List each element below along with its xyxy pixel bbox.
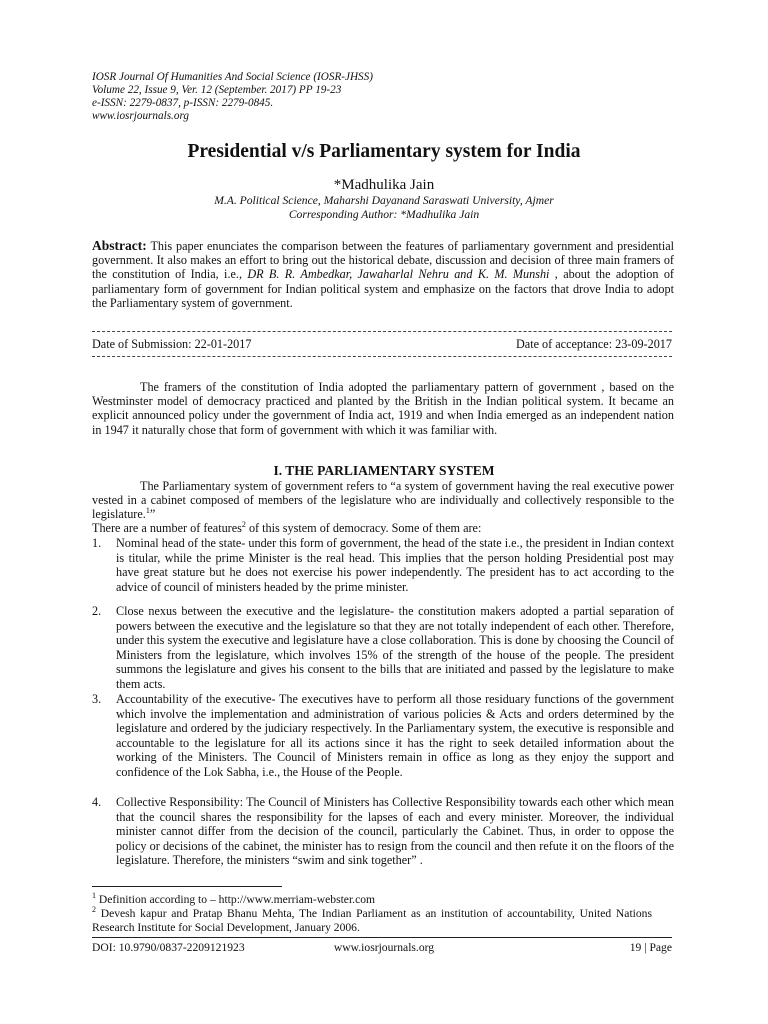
abstract xyxy=(92,239,674,310)
footnote-ref-1[interactable]: 1 xyxy=(145,506,150,516)
author-name: *Madhulika Jain xyxy=(333,177,435,193)
journal-volume: Volume 22, Issue 9, Ver. 12 (September. 2017) PP 19-23 xyxy=(92,84,342,96)
definition-close-quote: ” xyxy=(149,507,156,522)
submission-date: Date of Submission: 22-01-2017 xyxy=(92,337,252,351)
list-item-text: Close nexus between the executive and the legislature- the constitution makers adopted a partial separation of powers between the executive and the legislature so that they are not totally independent of each other. Therefore, under this system the executive and legislature have a close collaboration. This is done by choosing the Council of Ministers from the legislature, which involves 15% of the strength of the house of the people. The president summons the legislature and gives his consent to the bills that are initiated and passed by the legislature to make them acts. xyxy=(116,604,674,691)
features-list xyxy=(92,536,674,868)
footnote-1-text[interactable]: Definition according to – http://www.merriam-webster.com xyxy=(96,893,376,906)
list-item-text: Collective Responsibility: The Council of Ministers has Collective Responsibility towards each other which mean that the council shares the responsibility for the lapses of each and every minister. Moreover, the individual minister cannot differ from the decision of the council, particularly the Cabinet. Thus, in order to oppose the policy or decisions of the cabinet, the minister has to resign from the council and then refute it on the floors of the legislature. Therefore, the ministers “swim and sink together” . xyxy=(116,795,674,868)
abstract-framers: DR B. R. Ambedkar, Jawaharlal Nehru and K. M. Munshi xyxy=(247,267,550,282)
journal-website[interactable]: www.iosrjournals.org xyxy=(92,110,189,122)
author-affiliation: M.A. Political Science, Maharshi Dayanand Saraswati University, Ajmer xyxy=(214,194,554,207)
list-item xyxy=(92,604,674,692)
acceptance-date: Date of acceptance: 23-09-2017 xyxy=(516,337,672,351)
list-item xyxy=(92,692,674,795)
footnote-ref-2[interactable]: 2 xyxy=(241,519,246,529)
list-item xyxy=(92,536,674,604)
abstract-text-a: This paper enunciates the comparison between the features of parliamentary government and presidential government. It also makes an effort to bring out the historical debate, discussion and decision of three main framers of the constitution of India, i.e., xyxy=(92,239,674,282)
section-heading: I. THE PARLIAMENTARY SYSTEM xyxy=(273,463,495,478)
features-text-rest: of this system of democracy. Some of them are: xyxy=(245,521,482,535)
list-item xyxy=(92,795,674,868)
footer-website[interactable]: www.iosrjournals.org xyxy=(333,941,435,954)
footnote-1-number: 1 xyxy=(92,891,96,901)
footer-rule xyxy=(92,937,672,938)
dates-row xyxy=(92,337,672,352)
list-item-text: Nominal head of the state- under this form of government, the head of the state i.e., the president in Indian context is titular, while the prime Minister is the real head. This implies that the person holding Presidential post may have great stature but he does not exercise his power independently. The president has to act according to the advice of council of ministers headed by the prime minister. xyxy=(116,536,674,594)
corresponding-author: Corresponding Author: *Madhulika Jain xyxy=(288,208,480,221)
footnote-2-text: Devesh kapur and Pratap Bhanu Mehta, The Indian Parliament as an institution of accountability, United Nations Research Institute for Social Development, January 2006. xyxy=(92,907,652,934)
list-item-number: 4. xyxy=(92,795,102,809)
features-text: There are a number of features xyxy=(92,521,242,535)
list-item-number: 2. xyxy=(92,604,102,618)
paper-title: Presidential v/s Parliamentary system for India xyxy=(187,141,581,162)
journal-name: IOSR Journal Of Humanities And Social Science (IOSR-JHSS) xyxy=(92,71,373,83)
list-item-number: 1. xyxy=(92,536,102,550)
features-intro xyxy=(92,521,674,536)
footer-doi[interactable]: DOI: 10.9790/0837-2209121923 xyxy=(92,941,245,954)
definition-text: The Parliamentary system of government refers to “a system of government having the real executive power vested in a cabinet composed of members of the legislature who are individually and collectively responsible to the legislature. xyxy=(92,479,674,522)
list-item-number: 3. xyxy=(92,692,102,706)
list-item-text: Accountability of the executive- The executives have to perform all those residuary functions of the government which involve the implementation and administration of various policies & Acts and orders determined by the legislature and ordered by the judiciary respectively. In the Parliamentary system, the executive is responsible and accountable to the legislature for all its actions since it has the right to seek detailed information about the working of the Ministers. The Council of Ministers remain in office as long as they enjoy the support and confidence of the Lok Sabha, i.e., the House of the People. xyxy=(116,692,674,779)
intro-paragraph: The framers of the constitution of India adopted the parliamentary pattern of government , based on the Westminster model of democracy practiced and planted by the British in the Indian political system. It became an explicit announced policy under the government of India act, 1919 and when India emerged as an independent nation in 1947 it naturally chose that form of government with which it was familiar with. xyxy=(92,380,674,437)
footnote-2 xyxy=(92,907,652,934)
abstract-text-b: , about the adoption of parliamentary form of government for Indian political system and emphasize on the factors that drove India to adopt the Parliamentary system of government. xyxy=(92,267,674,310)
footnote-1 xyxy=(92,893,674,907)
footnote-separator xyxy=(92,886,282,887)
definition-paragraph xyxy=(92,479,674,522)
journal-issn: e-ISSN: 2279-0837, p-ISSN: 2279-0845. xyxy=(92,97,274,109)
page-number: 19 | Page xyxy=(629,941,672,954)
divider-bottom xyxy=(92,356,672,357)
divider-top xyxy=(92,331,672,332)
footnote-2-number: 2 xyxy=(92,905,96,915)
abstract-label: Abstract: xyxy=(92,238,147,253)
